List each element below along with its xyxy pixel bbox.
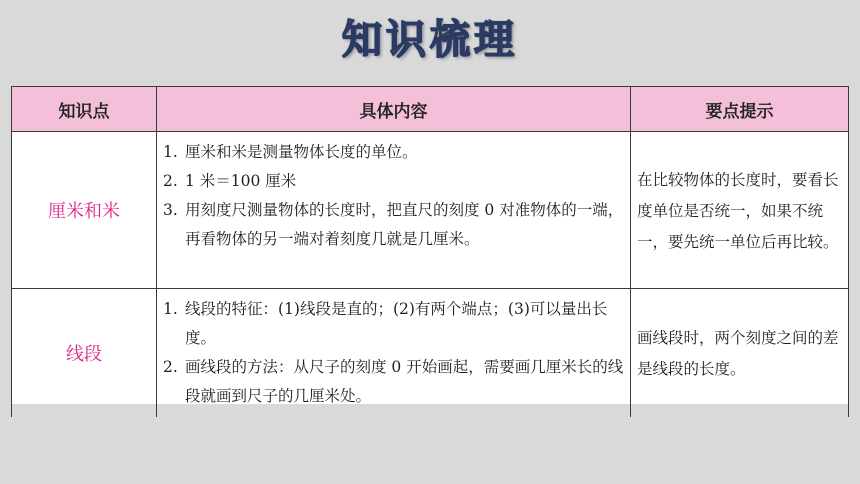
- item-number: 1.: [163, 143, 178, 161]
- item-number: 2.: [163, 172, 178, 190]
- tip-cell: 画线段时，两个刻度之间的差是线段的长度。: [631, 289, 849, 418]
- list-item: [163, 353, 624, 411]
- list-item: [163, 138, 624, 167]
- knowledge-sheet: [11, 86, 848, 404]
- header-topic: 知识点: [12, 87, 157, 132]
- header-content: 具体内容: [157, 87, 631, 132]
- list-item: [163, 167, 624, 196]
- topic-cell: 厘米和米: [12, 132, 157, 289]
- content-cell: [157, 132, 631, 289]
- item-text: 画线段的方法：从尺子的刻度 0 开始画起，需要画几厘米长的线段就画到尺子的几厘米处。: [185, 358, 624, 405]
- item-text: 1 米＝100 厘米: [185, 172, 297, 190]
- header-tips: 要点提示: [631, 87, 849, 132]
- item-text: 线段的特征：(1)线段是直的；(2)有两个端点；(3)可以量出长度。: [185, 300, 608, 347]
- tip-cell: 在比较物体的长度时，要看长度单位是否统一，如果不统一，要先统一单位后再比较。: [631, 132, 849, 289]
- page-title: 知识梳理: [342, 16, 518, 63]
- item-text: 厘米和米是测量物体长度的单位。: [185, 143, 418, 161]
- list-item: [163, 295, 624, 353]
- knowledge-table: [11, 86, 849, 417]
- content-cell: [157, 289, 631, 418]
- table-row: [12, 132, 849, 289]
- item-number: 1.: [163, 300, 178, 318]
- table-header-row: [12, 87, 849, 132]
- topic-cell: 线段: [12, 289, 157, 418]
- table-row: [12, 289, 849, 418]
- item-number: 3.: [163, 201, 178, 219]
- item-number: 2.: [163, 358, 178, 376]
- list-item: [163, 196, 624, 254]
- item-text: 用刻度尺测量物体的长度时，把直尺的刻度 0 对准物体的一端，再看物体的另一端对着刻度几就是几厘米。: [185, 201, 624, 248]
